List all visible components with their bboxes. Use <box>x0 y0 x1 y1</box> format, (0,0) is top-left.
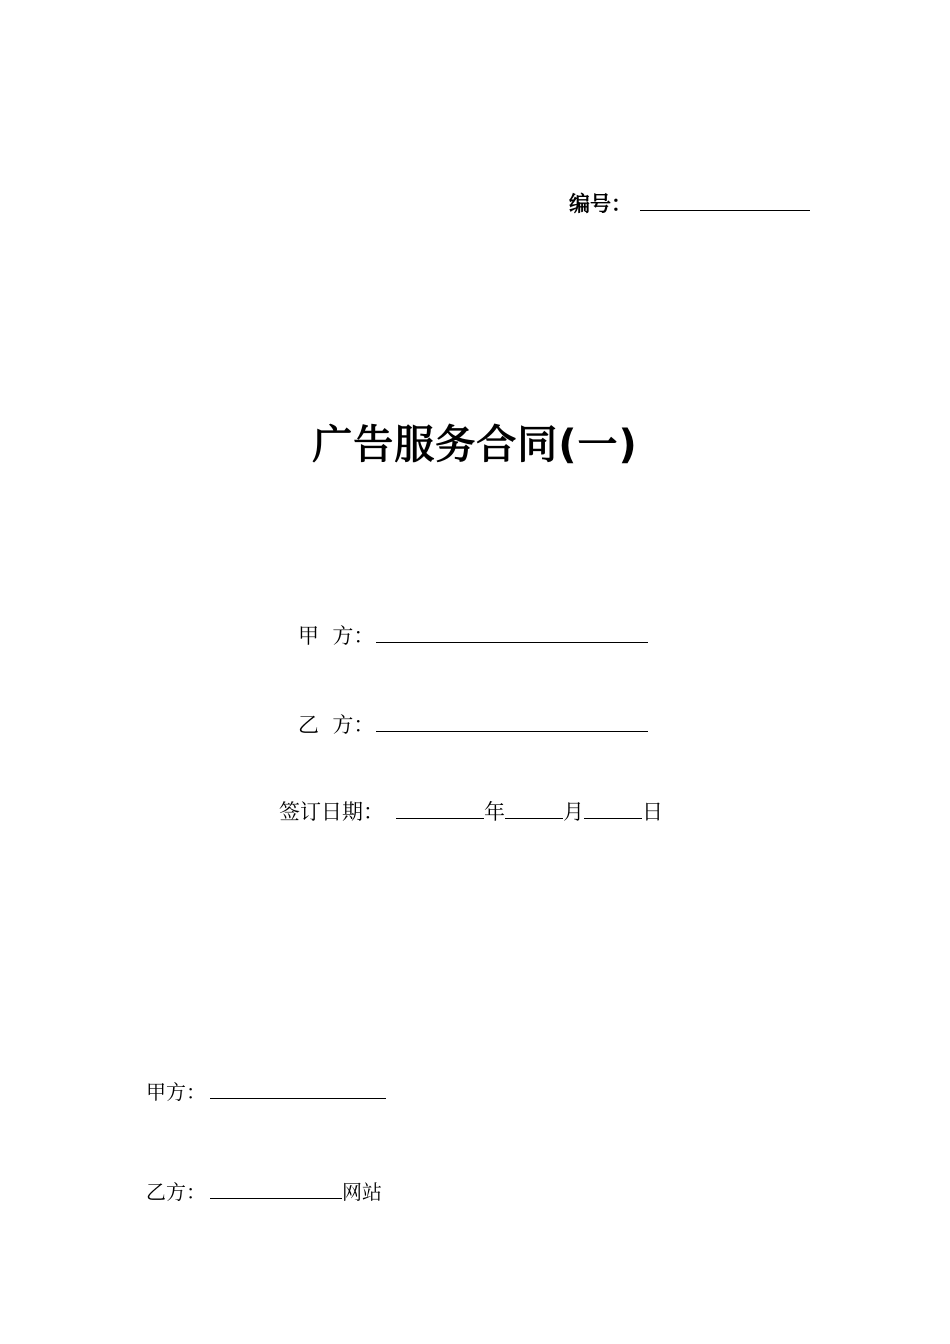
document-title: 广告服务合同(一) <box>312 422 638 468</box>
contract-number-label: 编号： <box>569 192 632 216</box>
cover-party-a-blank[interactable] <box>376 641 648 643</box>
sign-date-label: 签订日期： <box>279 800 384 824</box>
cover-party-a-label: 甲 方： <box>298 624 375 648</box>
body-party-b-field <box>146 1176 382 1205</box>
body-party-a-label: 甲方： <box>146 1080 206 1104</box>
sign-month-blank[interactable] <box>505 817 563 819</box>
cover-party-b-blank[interactable] <box>376 730 648 732</box>
month-label: 月 <box>563 800 584 824</box>
day-label: 日 <box>642 800 663 824</box>
contract-number-blank[interactable] <box>640 209 810 211</box>
body-party-b-suffix: 网站 <box>342 1180 382 1204</box>
year-label: 年 <box>484 800 505 824</box>
cover-party-b-field <box>298 709 648 739</box>
cover-party-b-label: 乙 方： <box>298 713 375 737</box>
sign-date-field <box>279 796 663 826</box>
cover-party-a-field <box>298 620 648 650</box>
contract-number-field <box>569 188 810 218</box>
sign-day-blank[interactable] <box>584 817 642 819</box>
body-party-a-blank[interactable] <box>210 1097 386 1099</box>
body-party-b-label: 乙方： <box>146 1180 206 1204</box>
body-party-b-blank[interactable] <box>210 1197 342 1199</box>
sign-year-blank[interactable] <box>396 817 484 819</box>
body-party-a-field <box>146 1076 386 1105</box>
